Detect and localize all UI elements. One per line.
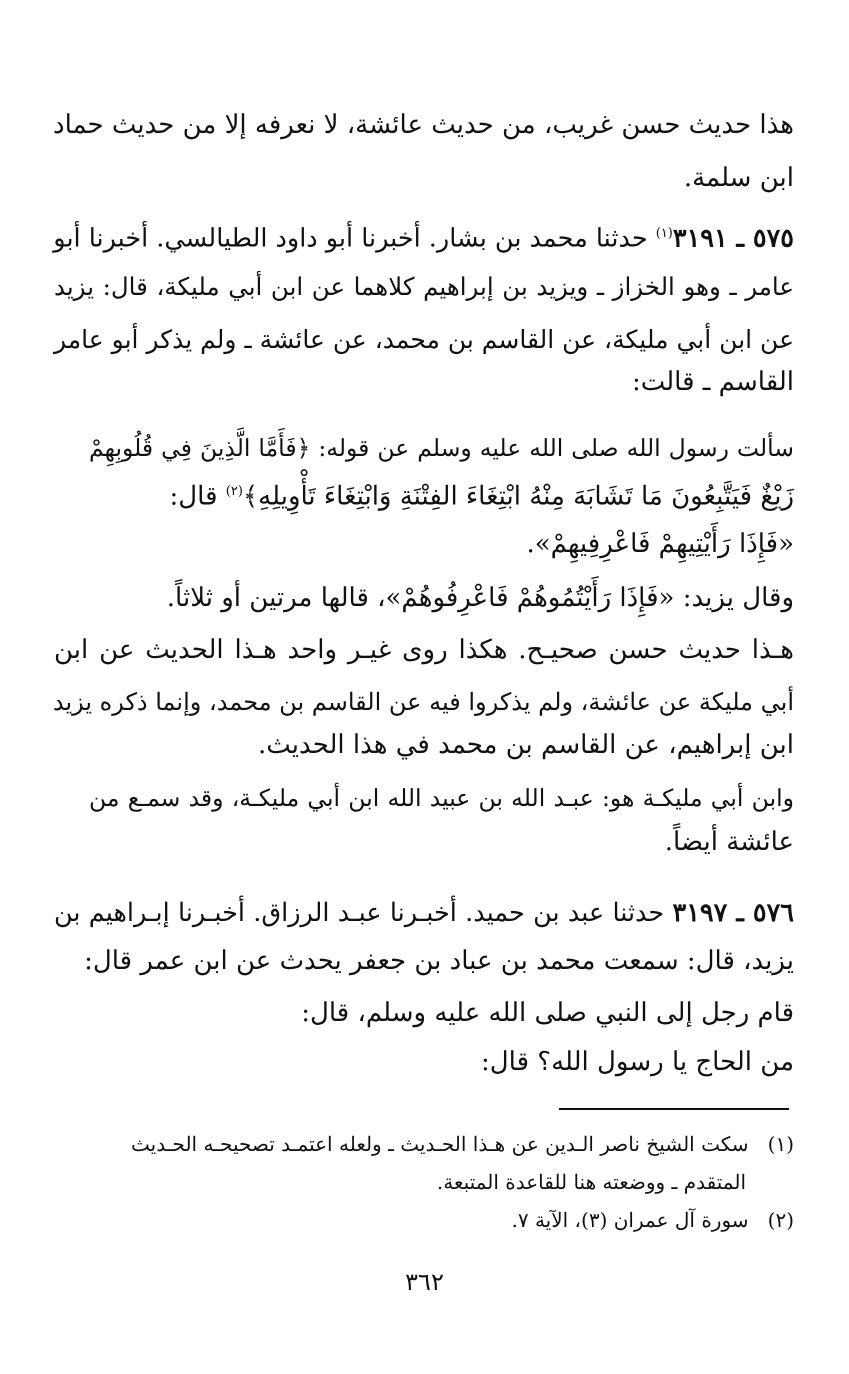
footnote-marker: (٢) xyxy=(767,1208,794,1232)
text-run: وقال يزيد: «فَإِذَا رَأَيْتُمُوهُمْ فَاعْرِفُوهُمْ»، قالها مرتين أو ثلاثاً. xyxy=(166,583,794,613)
text-run: ابن إبراهيم، عن القاسم بن محمد في هذا الحديث. xyxy=(258,730,794,760)
hadith-575-line-4 xyxy=(54,362,794,402)
quote-line-1 xyxy=(89,428,794,468)
footnote-separator xyxy=(559,1108,789,1110)
text-run: «فَإِذَا رَأَيْتِيهِمْ فَاعْرِفِيهِمْ». xyxy=(526,529,794,559)
text-run: وابن أبي مليكـة هو: عبـد الله بن عبيد الله ابن أبي مليكـة، وقد سمـع من xyxy=(89,784,794,812)
text-run: قام رجل إلى النبي صلى الله عليه وسلم، قال: xyxy=(301,998,794,1028)
text-run: عائشة أيضاً. xyxy=(664,827,794,857)
text-run: يزيد، قال: سمعت محمد بن عباد بن جعفر يحدث عن ابن عمر قال: xyxy=(84,946,794,976)
hadith-576-line-1 xyxy=(54,893,794,933)
text-run: حدثنا عبد بن حميد. أخبـرنا عبـد الرزاق. أخبـرنا إبـراهيم بن xyxy=(54,898,665,928)
footnote-ref: (٢) xyxy=(225,484,243,499)
yazid-line xyxy=(89,578,794,618)
text-run: سورة آل عمران (٣)، الآية ٧. xyxy=(511,1208,749,1232)
hadith-575-line-1 xyxy=(54,214,794,259)
footnote-1-line-2 xyxy=(56,1166,746,1198)
grading-line-3 xyxy=(54,725,794,765)
narrator-line-2 xyxy=(54,822,794,862)
hadith-number: ٥٧٥ ـ ٣١٩١ xyxy=(672,223,794,254)
text-run: ابن سلمة. xyxy=(683,163,794,193)
narrator-line-1 xyxy=(89,778,794,818)
text-run: هذا حديث حسن غريب، من حديث عائشة، لا نعرفه إلا من حديث حماد xyxy=(53,110,794,140)
footnote-2 xyxy=(49,1204,794,1236)
text-run: سكت الشيخ ناصر الـدين عن هـذا الحـديث ـ ولعله اعتمـد تصحيحـه الحـديث xyxy=(130,1132,749,1156)
text-run: القاسم ـ قالت: xyxy=(631,367,794,397)
text-run: أبي مليكة عن عائشة، ولم يذكروا فيه عن القاسم بن محمد، وإنما ذكره يزيد xyxy=(52,688,794,716)
paragraph-1-line-1 xyxy=(54,105,794,145)
hadith-576-line-4 xyxy=(89,1042,794,1082)
text-run: هـذا حديث حسن صحيـح. هكذا روى غيـر واحد هـذا الحديث عن ابن xyxy=(54,635,794,665)
text-run: من الحاج يا رسول الله؟ قال: xyxy=(481,1047,794,1077)
text-run: عامر ـ وهو الخزاز ـ ويزيد بن إبراهيم كلاهما عن ابن أبي مليكة، قال: يزيد xyxy=(54,272,794,301)
text-run: سألت رسول الله صلى الله عليه وسلم عن قوله: ﴿فَأَمَّا الَّذِينَ فِي قُلُوبِهِمْ xyxy=(89,434,794,462)
grading-line-2 xyxy=(54,682,794,722)
hadith-576-line-3 xyxy=(89,993,794,1033)
footnote-marker: (١) xyxy=(767,1132,794,1156)
quote-line-2 xyxy=(54,472,794,517)
quote-line-3 xyxy=(89,524,794,564)
hadith-576-line-2 xyxy=(54,941,794,981)
hadith-575-line-3 xyxy=(54,320,794,360)
hadith-575-line-2 xyxy=(54,267,794,307)
footnote-1-line-1 xyxy=(49,1128,794,1160)
quran-verse: زَيْغٌ فَيَتَّبِعُونَ مَا تَشَابَهَ مِنْهُ ابْتِغَاءَ الفِتْنَةِ وَابْتِغَاءَ تَأْوِيلِهِ﴾ xyxy=(242,481,794,512)
grading-line-1 xyxy=(54,630,794,670)
text-run: حدثنا محمد بن بشار. أخبرنا أبو داود الطيالسي. أخبرنا أبو xyxy=(53,223,648,254)
footnote-ref: (١) xyxy=(655,226,673,241)
hadith-number: ٥٧٦ ـ ٣١٩٧ xyxy=(672,898,794,928)
text-run: عن ابن أبي مليكة، عن القاسم بن محمد، عن عائشة ـ ولم يذكر أبو عامر xyxy=(53,325,794,354)
page-number: ٣٦٢ xyxy=(405,1268,444,1296)
text-run: المتقدم ـ ووضعته هنا للقاعدة المتبعة. xyxy=(436,1170,746,1194)
paragraph-1-line-2 xyxy=(54,158,794,198)
text-run: قال: xyxy=(169,481,218,512)
